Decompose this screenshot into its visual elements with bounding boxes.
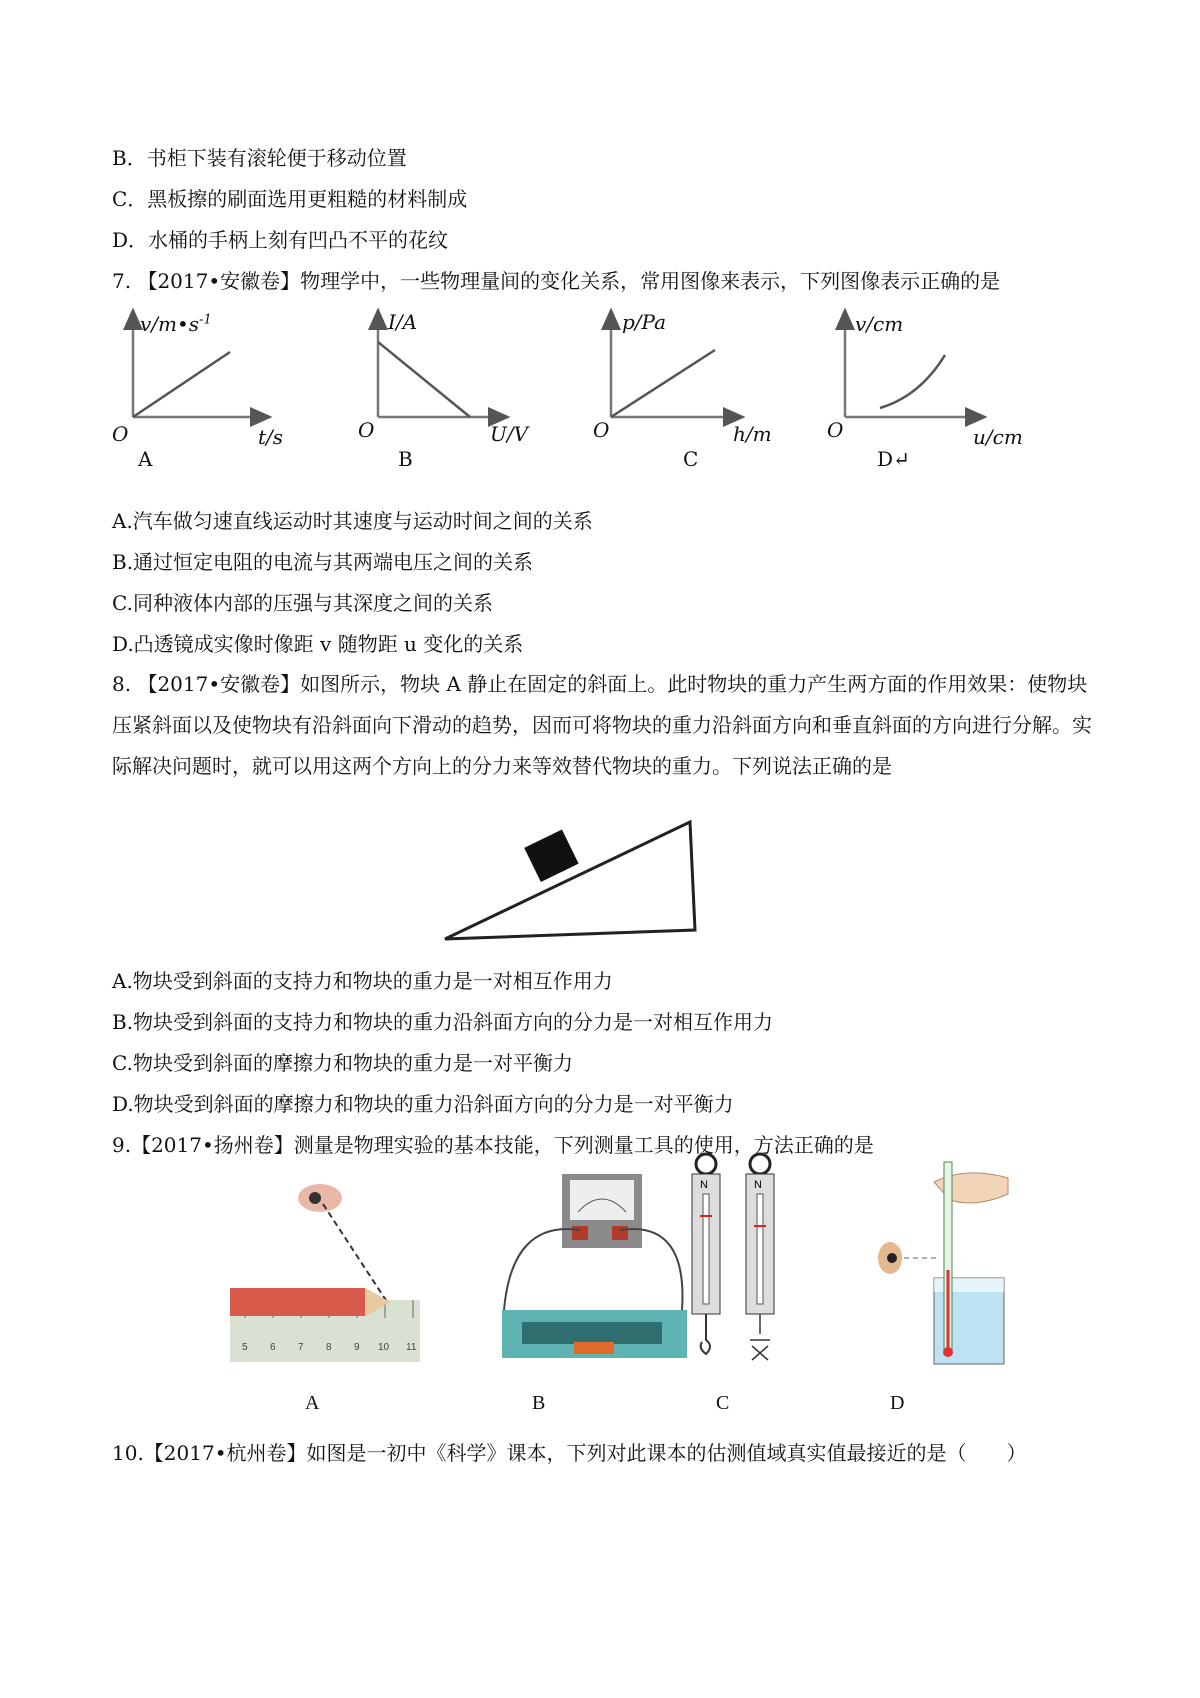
graph-a-xlabel: t/s (258, 425, 284, 449)
q8-option-c: C.物块受到斜面的摩擦力和物块的重力是一对平衡力 (112, 1051, 573, 1075)
graph-c-line (611, 350, 715, 417)
q9-figure-c-spring-scale (682, 1150, 802, 1380)
graph-c-origin: O (593, 418, 610, 442)
graph-a-origin: O (112, 422, 129, 446)
graph-b-line (378, 342, 470, 417)
q9-figure-a-ruler (225, 1160, 425, 1370)
q9-caption-c: C (716, 1392, 730, 1414)
q7-stem: 7. 【2017•安徽卷】物理学中，一些物理量间的变化关系，常用图像来表示，下列图像表示正确的是 (112, 269, 1001, 293)
q6-option-b: B．书柜下装有滚轮便于移动位置 (112, 146, 407, 170)
q6-option-d: D．水桶的手柄上刻有凹凸不平的花纹 (112, 228, 449, 252)
graph-c-xlabel: h/m (733, 422, 772, 446)
graph-b-xlabel: U/V (490, 422, 529, 446)
block-a (524, 829, 578, 882)
graph-d-origin: O (827, 418, 844, 442)
q9-caption-a: A (305, 1392, 320, 1414)
graph-a-line (133, 352, 230, 417)
graph-a-ylabel: $v/m•s^{-1}$ (140, 312, 212, 336)
ruler-tick-label: 7 (298, 1342, 304, 1353)
ruler-tick-label: 10 (378, 1342, 390, 1353)
graph-d-xlabel: u/cm (973, 425, 1023, 449)
q9-caption-b: B (532, 1392, 546, 1414)
graph-b-ylabel: I/A (388, 310, 418, 334)
q8-stem: 8. 【2017•安徽卷】如图所示，物块 A 静止在固定的斜面上。此时物块的重力产生两方面的作用效果：使物块压紧斜面以及使物块有沿斜面向下滑动的趋势，因而可将物块的重力沿斜面方向和垂直斜面的方向进行分解。实际解决问题时，就可以用这两个方向上的分力来等效替代物块的重力。下列说法正确的是 (112, 672, 1092, 778)
q9-figure-b-meter (492, 1160, 692, 1370)
scale-letter: N (754, 1179, 762, 1191)
q8-option-b: B.物块受到斜面的支持力和物块的重力沿斜面方向的分力是一对相互作用力 (112, 1010, 774, 1034)
q10-stem: 10.【2017•杭州卷】如图是一初中《科学》课本，下列对此课本的估测值域真实值最接近的是（ ） (112, 1441, 1027, 1465)
q7-option-d: D.凸透镜成实像时像距 v 随物距 u 变化的关系 (112, 632, 524, 656)
q9-caption-d: D (890, 1392, 905, 1414)
q9-stem: 9.【2017•扬州卷】测量是物理实验的基本技能，下列测量工具的使用，方法正确的是 (112, 1133, 874, 1157)
graph-c-caption: C (683, 447, 699, 471)
q9-figure-d-thermometer (876, 1160, 1036, 1370)
ruler-tick-label: 9 (354, 1342, 360, 1353)
ruler-tick-label: 5 (242, 1342, 248, 1353)
graph-b-caption: B (398, 447, 413, 471)
graph-d-caption: D↵ (877, 447, 910, 471)
graph-c-ylabel: p/Pa (622, 310, 667, 334)
q6-option-c: C．黑板擦的刷面选用更粗糙的材料制成 (112, 187, 468, 211)
q7-option-c: C.同种液体内部的压强与其深度之间的关系 (112, 591, 493, 615)
ruler-tick-label: 8 (326, 1342, 332, 1353)
graph-d-curve (880, 355, 945, 408)
graph-d-ylabel: v/cm (855, 312, 904, 336)
ruler-tick-label: 11 (406, 1342, 417, 1353)
graph-b-origin: O (358, 418, 375, 442)
q7-option-a: A.汽车做匀速直线运动时其速度与运动时间之间的关系 (112, 509, 593, 533)
q8-option-d: D.物块受到斜面的摩擦力和物块的重力沿斜面方向的分力是一对平衡力 (112, 1092, 734, 1116)
ruler-tick-label: 6 (270, 1342, 276, 1353)
scale-letter: N (700, 1179, 708, 1191)
q8-option-a: A.物块受到斜面的支持力和物块的重力是一对相互作用力 (112, 969, 613, 993)
graph-a-caption: A (138, 447, 153, 471)
incline-figure (440, 814, 740, 954)
q7-option-b: B.通过恒定电阻的电流与其两端电压之间的关系 (112, 550, 534, 574)
